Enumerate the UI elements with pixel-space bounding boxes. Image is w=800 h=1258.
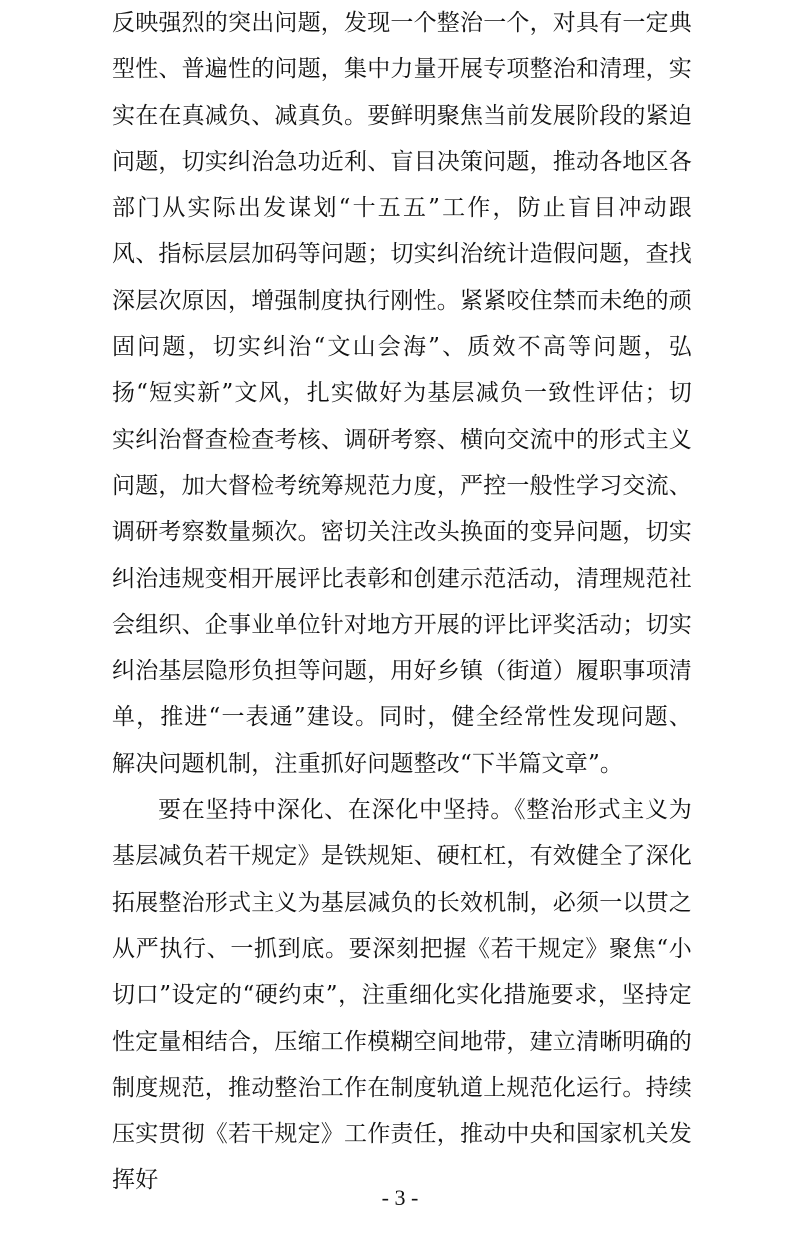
paragraph-new: 要在坚持中深化、在深化中坚持。《整治形式主义为基层减负若干规定》是铁规矩、硬杠杠，有效健全了深化拓展整治形式主义为基层减负的长效机制，必须一以贯之从严执行、一抓到底。要深刻把握《若干规定》聚焦“小切口”设定的“硬约束”，注重细化实化措施要求，坚持定性定量相结合，压缩工作模糊空间地带，建立清晰明确的制度规范，推动整治工作在制度轨道上规范化运行。持续压实贯彻《若干规定》工作责任，推动中央和国家机关发挥好 bbox=[112, 797, 692, 1194]
page-number: - 3 - bbox=[381, 1185, 419, 1210]
paragraph-continued: 反映强烈的突出问题，发现一个整治一个，对具有一定典型性、普遍性的问题，集中力量开展专项整治和清理，实实在在真减负、减真负。要鲜明聚焦当前发展阶段的紧迫问题，切实纠治急功近利、盲目决策问题，推动各地区各部门从实际出发谋划“十五五”工作，防止盲目冲动跟风、指标层层加码等问题；切实纠治统计造假问题，查找深层次原因，增强制度执行刚性。紧紧咬住禁而未绝的顽固问题，切实纠治“文山会海”、质效不高等问题，弘扬“短实新”文风，扎实做好为基层减负一致性评估；切实纠治督查检查考核、调研考察、横向交流中的形式主义问题，加大督检考统筹规范力度，严控一般性学习交流、调研考察数量频次。密切关注改头换面的变异问题，切实纠治违规变相开展评比表彰和创建示范活动，清理规范社会组织、企事业单位针对地方开展的评比评奖活动；切实纠治基层隐形负担等问题，用好乡镇（街道）履职事项清单，推进“一表通”建设。同时，健全经常性发现问题、解决问题机制，注重抓好问题整改“下半篇文章”。 bbox=[112, 10, 692, 777]
body-text bbox=[112, 0, 692, 1204]
